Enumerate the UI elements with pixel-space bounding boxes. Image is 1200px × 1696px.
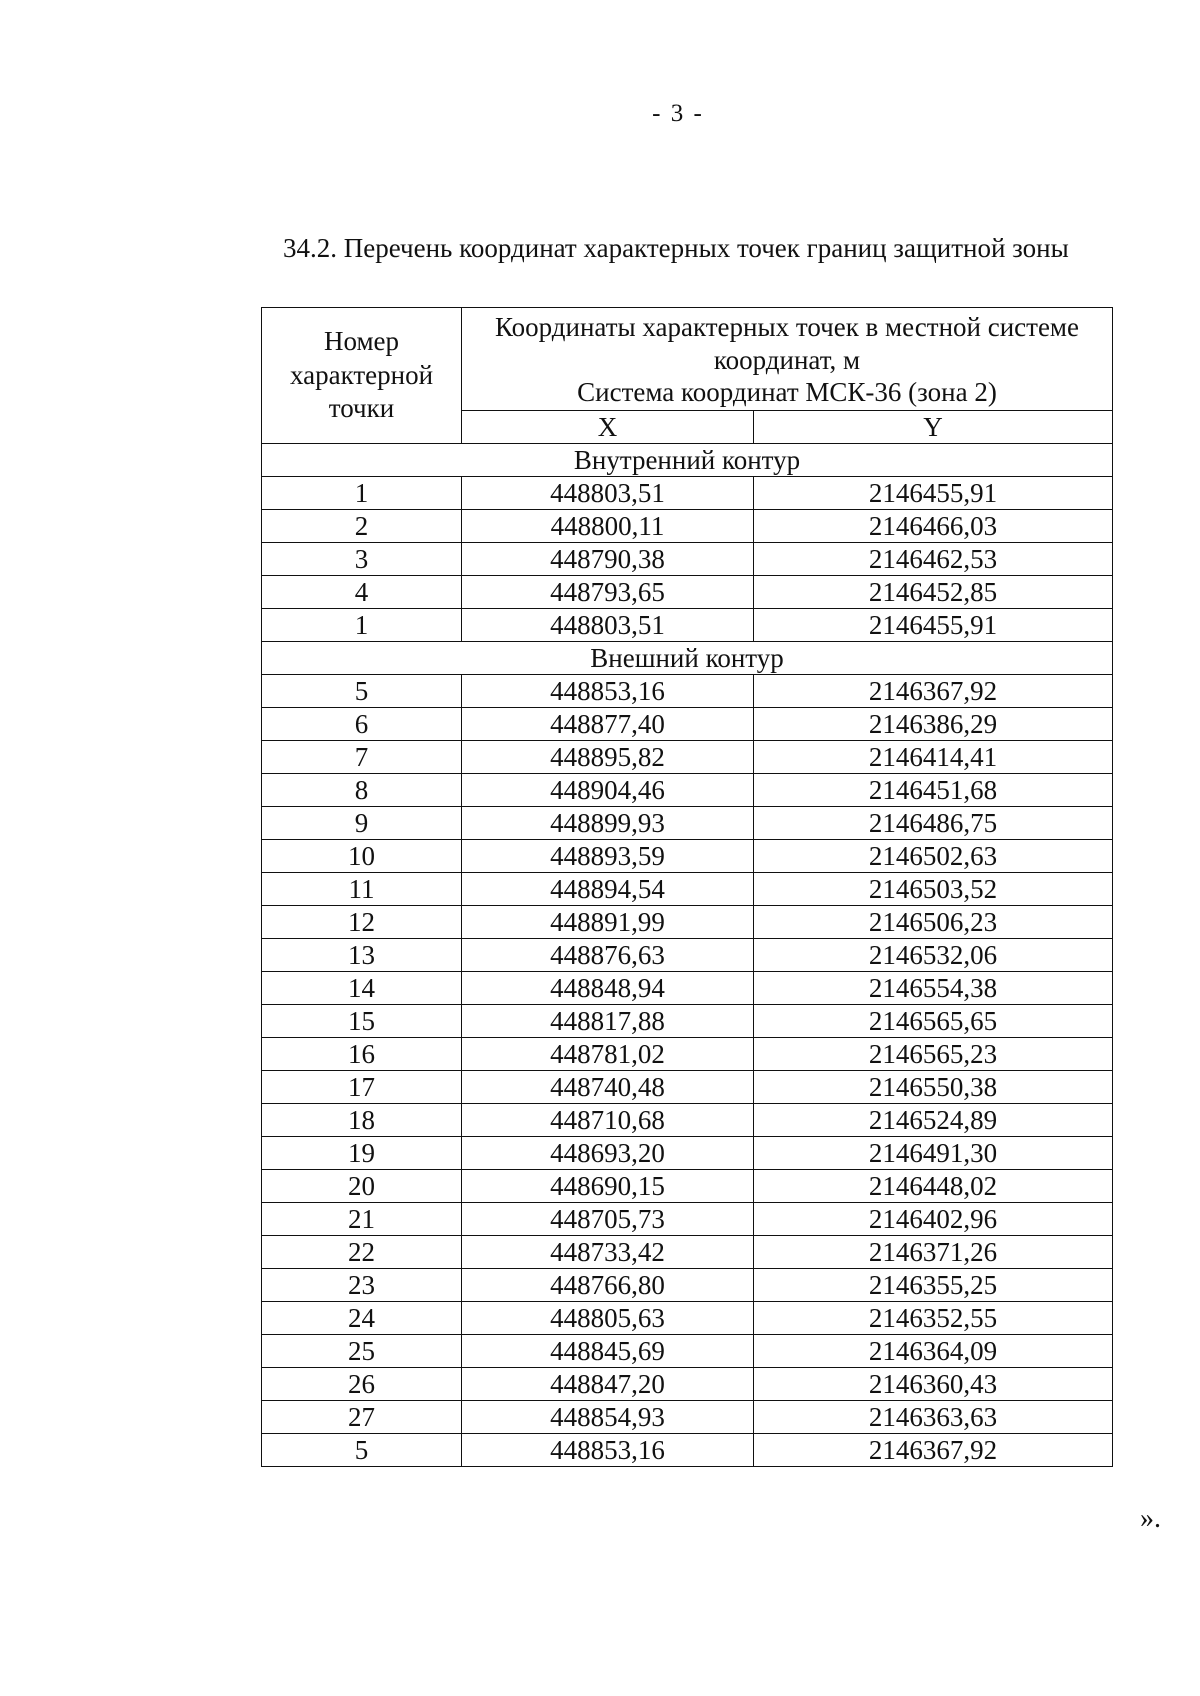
table-row xyxy=(262,675,1113,708)
table-row xyxy=(262,1434,1113,1467)
x-coordinate-cell: 448733,42 xyxy=(462,1236,754,1269)
y-coordinate-cell: 2146448,02 xyxy=(754,1170,1113,1203)
point-number-cell: 5 xyxy=(262,1434,462,1467)
x-coordinate-cell: 448817,88 xyxy=(462,1005,754,1038)
table-header-row xyxy=(262,308,1113,411)
header-coordinate-system: Система координат МСК-36 (зона 2) xyxy=(577,377,997,408)
x-coordinate-cell: 448690,15 xyxy=(462,1170,754,1203)
y-coordinate-cell: 2146491,30 xyxy=(754,1137,1113,1170)
point-number-cell: 10 xyxy=(262,840,462,873)
y-coordinate-cell: 2146532,06 xyxy=(754,939,1113,972)
table-row xyxy=(262,873,1113,906)
point-number-cell: 27 xyxy=(262,1401,462,1434)
point-number-cell: 8 xyxy=(262,774,462,807)
x-coordinate-cell: 448710,68 xyxy=(462,1104,754,1137)
point-number-cell: 9 xyxy=(262,807,462,840)
point-number-cell: 24 xyxy=(262,1302,462,1335)
section-title: Внешний контур xyxy=(262,642,1113,675)
y-coordinate-cell: 2146502,63 xyxy=(754,840,1113,873)
x-coordinate-cell: 448893,59 xyxy=(462,840,754,873)
y-coordinate-cell: 2146565,65 xyxy=(754,1005,1113,1038)
table-row xyxy=(262,774,1113,807)
header-coordinates xyxy=(462,308,1113,411)
y-coordinate-cell: 2146367,92 xyxy=(754,675,1113,708)
x-coordinate-cell: 448876,63 xyxy=(462,939,754,972)
point-number-cell: 18 xyxy=(262,1104,462,1137)
y-coordinate-cell: 2146363,63 xyxy=(754,1401,1113,1434)
table-row xyxy=(262,1071,1113,1104)
point-number-cell: 13 xyxy=(262,939,462,972)
point-number-cell: 15 xyxy=(262,1005,462,1038)
table-row xyxy=(262,576,1113,609)
point-number-cell: 25 xyxy=(262,1335,462,1368)
y-coordinate-cell: 2146414,41 xyxy=(754,741,1113,774)
table-row xyxy=(262,1236,1113,1269)
x-coordinate-cell: 448800,11 xyxy=(462,510,754,543)
table-row xyxy=(262,1038,1113,1071)
table-row xyxy=(262,543,1113,576)
y-coordinate-cell: 2146503,52 xyxy=(754,873,1113,906)
table-row xyxy=(262,1104,1113,1137)
x-coordinate-cell: 448854,93 xyxy=(462,1401,754,1434)
point-number-cell: 20 xyxy=(262,1170,462,1203)
table-row xyxy=(262,1401,1113,1434)
point-number-cell: 3 xyxy=(262,543,462,576)
y-coordinate-cell: 2146355,25 xyxy=(754,1269,1113,1302)
x-coordinate-cell: 448705,73 xyxy=(462,1203,754,1236)
point-number-cell: 21 xyxy=(262,1203,462,1236)
table-row xyxy=(262,1203,1113,1236)
point-number-cell: 1 xyxy=(262,609,462,642)
y-coordinate-cell: 2146352,55 xyxy=(754,1302,1113,1335)
y-coordinate-cell: 2146455,91 xyxy=(754,477,1113,510)
table-row xyxy=(262,708,1113,741)
table-row xyxy=(262,741,1113,774)
y-coordinate-cell: 2146524,89 xyxy=(754,1104,1113,1137)
y-coordinate-cell: 2146402,96 xyxy=(754,1203,1113,1236)
x-coordinate-cell: 448805,63 xyxy=(462,1302,754,1335)
point-number-cell: 2 xyxy=(262,510,462,543)
y-coordinate-cell: 2146452,85 xyxy=(754,576,1113,609)
table-row xyxy=(262,939,1113,972)
x-coordinate-cell: 448899,93 xyxy=(462,807,754,840)
y-coordinate-cell: 2146466,03 xyxy=(754,510,1113,543)
table-row xyxy=(262,1368,1113,1401)
table-row xyxy=(262,1302,1113,1335)
x-coordinate-cell: 448740,48 xyxy=(462,1071,754,1104)
section-row xyxy=(262,444,1113,477)
x-coordinate-cell: 448766,80 xyxy=(462,1269,754,1302)
y-coordinate-cell: 2146371,26 xyxy=(754,1236,1113,1269)
x-coordinate-cell: 448894,54 xyxy=(462,873,754,906)
point-number-cell: 23 xyxy=(262,1269,462,1302)
table-row xyxy=(262,510,1113,543)
point-number-cell: 26 xyxy=(262,1368,462,1401)
x-coordinate-cell: 448848,94 xyxy=(462,972,754,1005)
y-coordinate-cell: 2146367,92 xyxy=(754,1434,1113,1467)
closing-quote: ». xyxy=(1140,1503,1161,1534)
x-coordinate-cell: 448845,69 xyxy=(462,1335,754,1368)
table-row xyxy=(262,609,1113,642)
point-number-cell: 1 xyxy=(262,477,462,510)
x-coordinate-cell: 448781,02 xyxy=(462,1038,754,1071)
y-coordinate-cell: 2146565,23 xyxy=(754,1038,1113,1071)
table-row xyxy=(262,840,1113,873)
x-coordinate-cell: 448793,65 xyxy=(462,576,754,609)
point-number-cell: 14 xyxy=(262,972,462,1005)
x-coordinate-cell: 448895,82 xyxy=(462,741,754,774)
table-row xyxy=(262,906,1113,939)
table-row xyxy=(262,477,1113,510)
table-row xyxy=(262,1137,1113,1170)
section-row xyxy=(262,642,1113,675)
x-coordinate-cell: 448803,51 xyxy=(462,477,754,510)
coordinates-table xyxy=(261,307,1113,1467)
y-coordinate-cell: 2146506,23 xyxy=(754,906,1113,939)
header-y: Y xyxy=(754,411,1113,444)
x-coordinate-cell: 448904,46 xyxy=(462,774,754,807)
point-number-cell: 5 xyxy=(262,675,462,708)
table-row xyxy=(262,972,1113,1005)
x-coordinate-cell: 448891,99 xyxy=(462,906,754,939)
table-row xyxy=(262,1335,1113,1368)
table-row xyxy=(262,1170,1113,1203)
x-coordinate-cell: 448853,16 xyxy=(462,675,754,708)
x-coordinate-cell: 448853,16 xyxy=(462,1434,754,1467)
header-point-number: Номер характерной точки xyxy=(262,308,462,444)
header-coordinates-title: Координаты характерных точек в местной системе координат, м xyxy=(494,312,1080,375)
section-heading: 34.2. Перечень координат характерных точек границ защитной зоны xyxy=(283,233,1069,263)
x-coordinate-cell: 448877,40 xyxy=(462,708,754,741)
point-number-cell: 19 xyxy=(262,1137,462,1170)
point-number-cell: 16 xyxy=(262,1038,462,1071)
y-coordinate-cell: 2146486,75 xyxy=(754,807,1113,840)
point-number-cell: 17 xyxy=(262,1071,462,1104)
coordinates-table-body xyxy=(262,308,1113,1467)
x-coordinate-cell: 448693,20 xyxy=(462,1137,754,1170)
point-number-cell: 11 xyxy=(262,873,462,906)
point-number-cell: 7 xyxy=(262,741,462,774)
point-number-cell: 6 xyxy=(262,708,462,741)
x-coordinate-cell: 448803,51 xyxy=(462,609,754,642)
y-coordinate-cell: 2146550,38 xyxy=(754,1071,1113,1104)
y-coordinate-cell: 2146462,53 xyxy=(754,543,1113,576)
y-coordinate-cell: 2146554,38 xyxy=(754,972,1113,1005)
y-coordinate-cell: 2146364,09 xyxy=(754,1335,1113,1368)
y-coordinate-cell: 2146455,91 xyxy=(754,609,1113,642)
point-number-cell: 22 xyxy=(262,1236,462,1269)
y-coordinate-cell: 2146451,68 xyxy=(754,774,1113,807)
y-coordinate-cell: 2146360,43 xyxy=(754,1368,1113,1401)
header-x: X xyxy=(462,411,754,444)
y-coordinate-cell: 2146386,29 xyxy=(754,708,1113,741)
x-coordinate-cell: 448790,38 xyxy=(462,543,754,576)
section-title: Внутренний контур xyxy=(262,444,1113,477)
table-row xyxy=(262,1269,1113,1302)
table-row xyxy=(262,807,1113,840)
page-number: - 3 - xyxy=(652,100,704,127)
point-number-cell: 12 xyxy=(262,906,462,939)
point-number-cell: 4 xyxy=(262,576,462,609)
x-coordinate-cell: 448847,20 xyxy=(462,1368,754,1401)
table-row xyxy=(262,1005,1113,1038)
